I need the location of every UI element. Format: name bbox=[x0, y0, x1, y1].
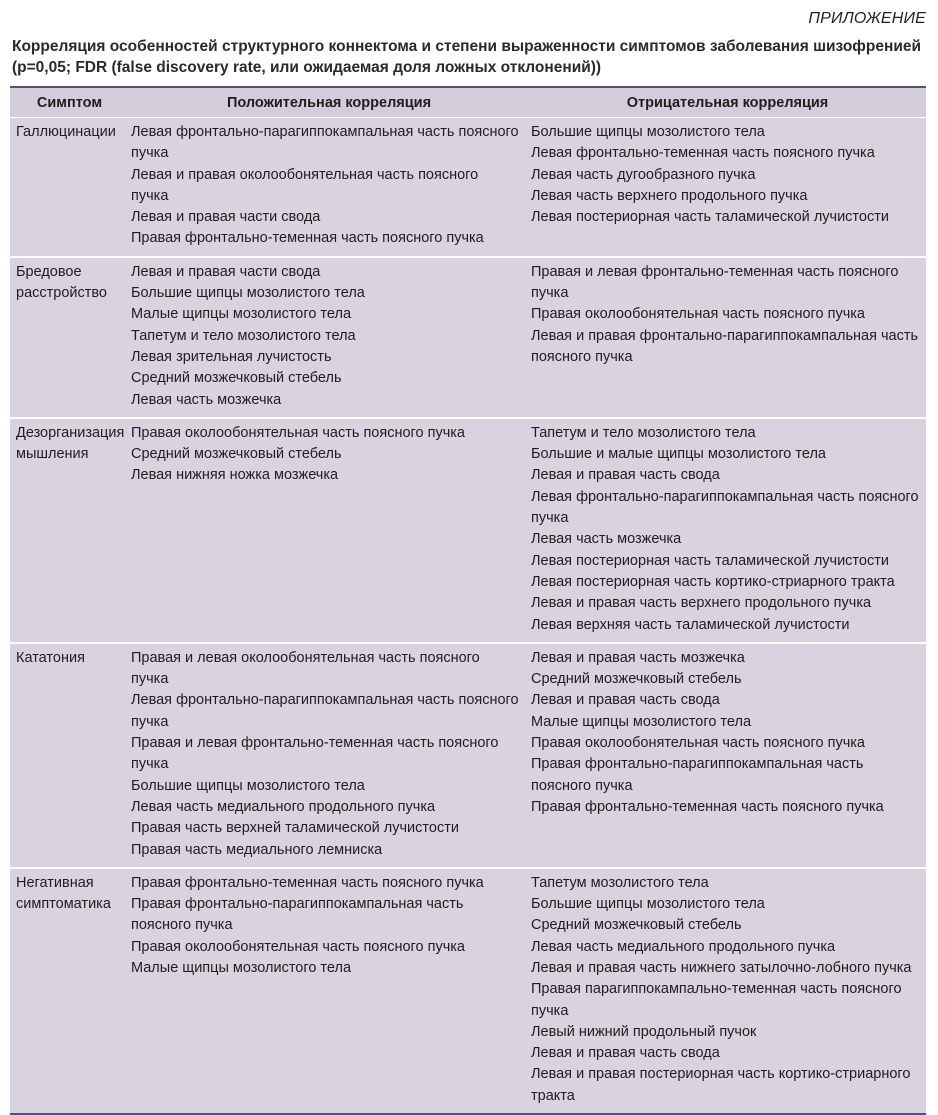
negative-correlation-cell bbox=[529, 643, 926, 868]
negative-correlation-item: Левая фронтально-теменная часть поясного пучка bbox=[531, 145, 875, 162]
negative-correlation-item: Левая часть мозжечка bbox=[531, 531, 682, 548]
negative-correlation-item: Левая часть медиального продольного пучка bbox=[531, 938, 836, 955]
negative-correlation-item: Левая и правая часть нижнего затылочно-лобного пучка bbox=[531, 959, 912, 976]
negative-correlation-item: Левая и правая часть свода bbox=[531, 1045, 720, 1062]
positive-correlation-item: Большие щипцы мозолистого тела bbox=[131, 285, 365, 302]
negative-correlation-item: Большие и малые щипцы мозолистого тела bbox=[531, 446, 826, 463]
symptom-cell: Дезорганизация мышления bbox=[10, 418, 129, 643]
negative-correlation-cell bbox=[529, 418, 926, 643]
negative-correlation-item: Левая постериорная часть таламической лучистости bbox=[531, 209, 889, 226]
positive-correlation-cell bbox=[129, 118, 529, 257]
table-row bbox=[10, 418, 926, 643]
table-body bbox=[10, 118, 926, 1114]
symptom-cell: Негативная симптоматика bbox=[16, 874, 111, 913]
symptom-cell: Кататония bbox=[10, 643, 129, 868]
negative-correlation-item: Левая и правая часть свода bbox=[531, 467, 720, 484]
negative-correlation-item: Левая и правая часть мозжечка bbox=[531, 649, 745, 666]
column-header-negative: Отрицательная корреляция bbox=[529, 88, 926, 118]
symptom-cell: Галлюцинации bbox=[10, 118, 129, 257]
positive-correlation-item: Большие щипцы мозолистого тела bbox=[131, 777, 365, 794]
positive-correlation-item: Левая и правая части свода bbox=[131, 209, 321, 226]
symptom-cell: Бредовое расстройство bbox=[10, 257, 129, 418]
positive-correlation-item: Средний мозжечковый стебель bbox=[131, 370, 342, 387]
positive-correlation-item: Левая часть медиального продольного пучка bbox=[131, 798, 436, 815]
negative-correlation-item: Правая околообонятельная часть поясного пучка bbox=[531, 306, 865, 323]
column-header-symptom: Симптом bbox=[10, 88, 129, 118]
positive-correlation-item: Правая околообонятельная часть поясного пучка bbox=[131, 938, 465, 955]
positive-correlation-item: Правая часть медиального лемниска bbox=[131, 841, 383, 858]
negative-correlation-item: Левая верхняя часть таламической лучистости bbox=[531, 616, 850, 633]
positive-correlation-item: Малые щипцы мозолистого тела bbox=[131, 306, 352, 323]
table-row bbox=[10, 257, 926, 418]
negative-correlation-item: Правая фронтально-теменная часть поясного пучка bbox=[531, 798, 884, 815]
appendix-label: ПРИЛОЖЕНИЕ bbox=[808, 10, 926, 27]
correlation-table bbox=[10, 88, 926, 1113]
negative-correlation-item: Левая и правая фронтально-парагиппокампальная часть поясного пучка bbox=[531, 327, 919, 365]
table-header-row bbox=[10, 88, 926, 118]
positive-correlation-cell bbox=[129, 418, 529, 643]
negative-correlation-item: Левая и правая часть верхнего продольного пучка bbox=[531, 595, 872, 612]
positive-correlation-item: Левая фронтально-парагиппокампальная часть поясного пучка bbox=[131, 124, 519, 162]
negative-correlation-item: Левая и правая часть свода bbox=[531, 692, 720, 709]
positive-correlation-item: Левая зрительная лучистость bbox=[131, 348, 332, 365]
positive-correlation-item: Левая часть мозжечка bbox=[131, 391, 282, 408]
negative-correlation-item: Левая часть дугообразного пучка bbox=[531, 166, 756, 183]
positive-correlation-item: Правая и левая фронтально-теменная часть поясного пучка bbox=[131, 735, 499, 773]
positive-correlation-cell bbox=[129, 868, 529, 1113]
negative-correlation-item: Правая парагиппокампально-теменная часть поясного пучка bbox=[531, 981, 902, 1019]
negative-correlation-item: Левая постериорная часть кортико-стриарного тракта bbox=[531, 573, 895, 590]
negative-correlation-item: Большие щипцы мозолистого тела bbox=[531, 896, 765, 913]
table-row bbox=[10, 118, 926, 257]
negative-correlation-item: Левая часть верхнего продольного пучка bbox=[531, 187, 808, 204]
negative-correlation-cell bbox=[529, 257, 926, 418]
correlation-table-container bbox=[10, 86, 926, 1115]
negative-correlation-item: Левый нижний продольный пучок bbox=[531, 1023, 757, 1040]
negative-correlation-item: Средний мозжечковый стебель bbox=[531, 671, 742, 688]
table-row bbox=[10, 868, 926, 1113]
table-row bbox=[10, 643, 926, 868]
positive-correlation-cell bbox=[129, 257, 529, 418]
positive-correlation-item: Тапетум и тело мозолистого тела bbox=[131, 327, 356, 344]
positive-correlation-item: Средний мозжечковый стебель bbox=[131, 446, 342, 463]
positive-correlation-item: Правая фронтально-теменная часть поясного пучка bbox=[131, 230, 484, 247]
negative-correlation-item: Большие щипцы мозолистого тела bbox=[531, 124, 765, 140]
negative-correlation-item: Средний мозжечковый стебель bbox=[531, 917, 742, 934]
positive-correlation-item: Правая часть верхней таламической лучистости bbox=[131, 820, 459, 837]
positive-correlation-item: Левая нижняя ножка мозжечка bbox=[131, 467, 339, 484]
positive-correlation-item: Правая околообонятельная часть поясного пучка bbox=[131, 424, 465, 441]
column-header-positive: Положительная корреляция bbox=[129, 88, 529, 118]
negative-correlation-item: Левая постериорная часть таламической лучистости bbox=[531, 552, 889, 569]
positive-correlation-cell bbox=[129, 643, 529, 868]
positive-correlation-item: Правая фронтально-теменная часть поясного пучка bbox=[131, 874, 484, 891]
negative-correlation-item: Правая околообонятельная часть поясного пучка bbox=[531, 735, 865, 752]
positive-correlation-item: Левая фронтально-парагиппокампальная часть поясного пучка bbox=[131, 692, 519, 730]
negative-correlation-item: Тапетум и тело мозолистого тела bbox=[531, 424, 756, 441]
positive-correlation-item: Малые щипцы мозолистого тела bbox=[131, 959, 352, 976]
negative-correlation-item: Левая фронтально-парагиппокампальная часть поясного пучка bbox=[531, 488, 919, 527]
negative-correlation-cell bbox=[529, 118, 926, 257]
negative-correlation-item: Правая и левая фронтально-теменная часть поясного пучка bbox=[531, 263, 899, 302]
positive-correlation-item: Левая и правая части свода bbox=[131, 263, 321, 280]
negative-correlation-item: Тапетум мозолистого тела bbox=[531, 874, 709, 891]
negative-correlation-item: Левая и правая постериорная часть кортико-стриарного тракта bbox=[531, 1066, 911, 1104]
table-title: Корреляция особенностей структурного коннектома и степени выраженности симптомов заболевания шизофренией (p=0,05; FDR (false discovery rate, или ожидаемая доля ложных отклонений)) bbox=[12, 38, 921, 76]
negative-correlation-item: Малые щипцы мозолистого тела bbox=[531, 713, 752, 730]
negative-correlation-cell bbox=[529, 868, 926, 1113]
negative-correlation-item: Правая фронтально-парагиппокампальная часть поясного пучка bbox=[531, 756, 864, 794]
positive-correlation-item: Правая и левая околообонятельная часть поясного пучка bbox=[131, 649, 480, 688]
positive-correlation-item: Правая фронтально-парагиппокампальная часть поясного пучка bbox=[131, 896, 464, 934]
positive-correlation-item: Левая и правая околообонятельная часть поясного пучка bbox=[131, 166, 479, 204]
